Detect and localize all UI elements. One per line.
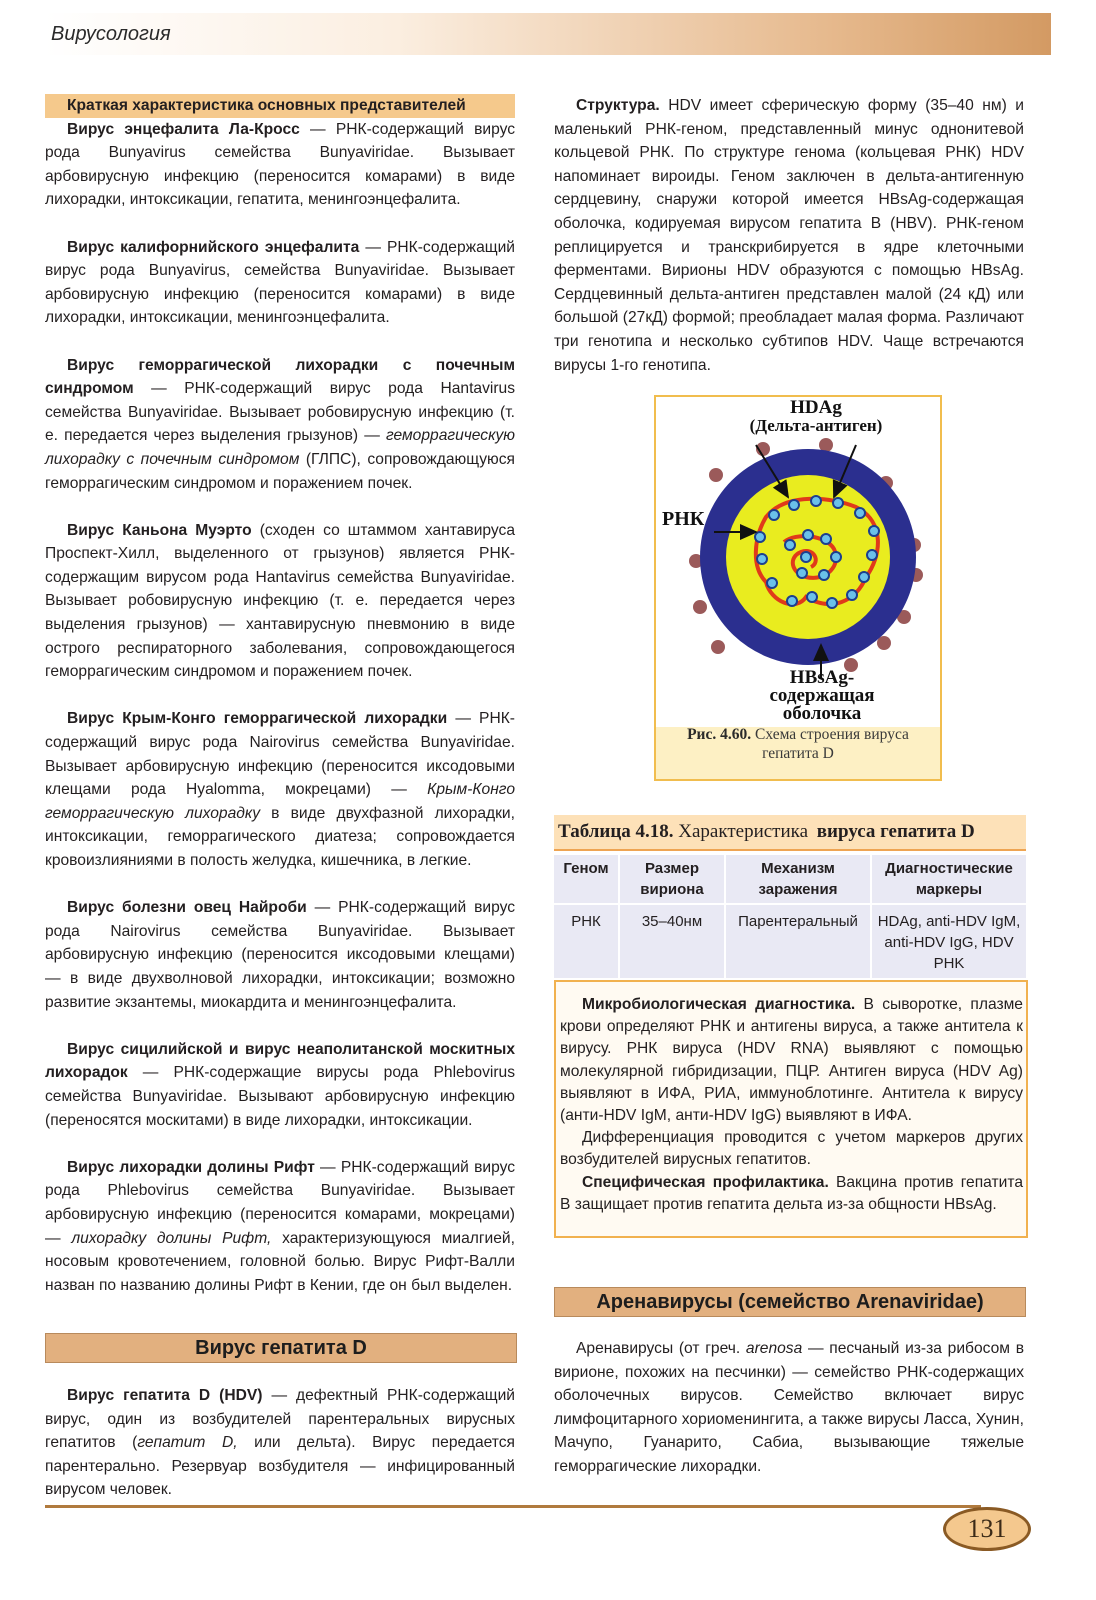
table-header-row [554, 855, 1026, 904]
footer-rule [45, 1505, 981, 1508]
section-caption: Краткая характеристика основных представителей [45, 94, 515, 118]
paragraph-text: В сыворотке, плазме крови определяют РНК и антигены вируса, а также антитела к вирусу. РНК вируса (HDV RNA) выявляют с помощью молекулярной гибридизации, ПЦР. Антиген вируса (HDV Ag) выявляют в ИФА, РИА, иммуноблотинге. Антитела к вирусу (анти-HDV IgM, анти-HDV IgG) выявляют в ИФА. [560, 996, 1023, 1125]
paragraph [45, 1038, 515, 1132]
italic-term: Крым-Конго геморрагическую лихорадку [45, 781, 515, 822]
structure-block [554, 94, 1024, 377]
paragraph-text: — РНК-содержащий вирус рода Nairovirus семейства Bunyaviridae. Вызывает арбовирусную инфекцию (переносится иксодовыми клещами) — в виде двухволновой лихорадки, интоксикации; возможно развитие экзантемы, миокардита и менингоэнцефалита. [45, 899, 515, 1011]
figure-caption [662, 725, 934, 763]
term: Вирус лихорадки долины Рифт [67, 1158, 315, 1176]
hdv-paragraph-block [45, 1384, 515, 1502]
hdv-table [554, 855, 1026, 978]
label-hbsag: HBsAg- [789, 667, 855, 688]
paragraph-text: — РНК-содержащий вирус рода Phlebovirus семейства Bunyaviridae. Вызывает арбовирусную инфекцию (переносится комарами, мокрецами) — [45, 1158, 515, 1247]
italic-term: arenosa [745, 1340, 803, 1357]
paragraph [560, 994, 1023, 1127]
table-cell: HDAg, anti-HDV IgM, anti-HDV IgG, HDV PHK [871, 904, 1026, 978]
label-delta-antigen: (Дельта-антиген) [749, 416, 883, 435]
table-title-bold: вируса гепатита D [816, 821, 975, 842]
table-header: Механизм заражения [725, 855, 871, 904]
term: Вирус гепатита D (HDV) [67, 1387, 263, 1404]
term: Вирус болезни овец Найроби [67, 899, 307, 917]
figure-number: Рис. 4.60. [687, 726, 752, 743]
table-title-text: Характеристика [673, 821, 813, 842]
term: Вирус Каньона Муэрто [67, 521, 252, 539]
table-header: Диагностические маркеры [885, 860, 1013, 898]
paragraph-text: (сходен со штаммом хантавируса Проспект-Хилл, выделенного от грызунов) является РНК-содержащим вирусом рода Hantavirus семейства Bunyaviridae. Вызывает робовирусную инфекцию (т. е. передается через выделения грызунов) — хантавирусную пневмонию в виде острого респираторного заболевания, сопровождающегося геморрагическим синдромом и поражением почек. [45, 521, 515, 681]
table-cell: Парентеральный [725, 904, 871, 978]
label-containing: содержащая [769, 685, 875, 706]
italic-term: гепатит D, [137, 1434, 238, 1452]
paragraph [45, 354, 515, 496]
running-header [45, 13, 1051, 55]
paragraph-text: — РНК-содержащий вирус рода Bunyavirus семейства Bunyaviridae. Вызывает арбовирусную инфекцию (переносится комарами) в виде лихорадки, интоксикации, гепатита, менингоэнцефалита. [45, 120, 515, 209]
paragraph-text: в виде двухфазной лихорадки, интоксикации, геморрагического диатеза; сопровождается кровоизлияниями в полость желудка, кишечника, в легкие. [45, 804, 515, 869]
term: Вирус энцефалита Ла-Кросс [67, 120, 300, 138]
paragraph-text: или дельта). Вирус передается парентерально. Резервуар возбудителя — инфицированный вирусом человек. [45, 1434, 515, 1499]
paragraph [554, 94, 1024, 377]
paragraph-text: — дефектный РНК-содержащий вирус, один из возбудителей парентеральных вирусных гепатитов ( [45, 1387, 515, 1452]
paragraph [45, 1156, 515, 1298]
paragraph [45, 1384, 515, 1502]
table-cell: РНК [554, 904, 619, 978]
label-hdag: HDAg [790, 397, 842, 418]
paragraph-text: — песчаный из-за рибосом в вирионе, похожих на песчинки) — семейство РНК-содержащих оболочечных вирусов. Семейство включает вирус лимфоцитарного хориоменингита, а также вирусы Ласса, Хунин, Мачупо, Гуанарито, Сабиа, вызывающие тяжелые геморрагические лихорадки. [554, 1340, 1024, 1475]
virus-structure-figure [654, 395, 942, 781]
section-title-arenaviruses: Аренавирусы (семейство Arenaviridae) [554, 1287, 1026, 1317]
virus-diagram [656, 397, 940, 727]
table-title [554, 815, 1026, 851]
table-cell: 35–40нм [619, 904, 725, 978]
page-number: 131 [943, 1507, 1031, 1551]
paragraph-text: — РНК-содержащий вирус рода Hantavirus семейства Bunyaviridae. Вызывает робовирусную инфекцию (т. е. передается через выделения грызунов) — [45, 380, 515, 445]
table-number: Таблица 4.18. [558, 821, 674, 842]
term: Специфическая профилактика. [582, 1173, 829, 1191]
left-column [45, 94, 515, 1297]
term: Структура. [576, 97, 660, 114]
paragraph-text: HDV имеет сферическую форму (35–40 нм) и маленький РНК-геном, представленный минус однонитевой кольцевой РНК. По структуре генома (кольцевая РНК) HDV напоминает вироиды. Геном заключен в дельта-антигенную сердцевину, снаружи которой имеется HBsAg-содержащая оболочка, кодируемая вирусом гепатита В (HBV). РНК-геном реплицируется и транскрибируется в ядре клеточными ферментами. Вирионы HDV образуются с помощью HBsAg. Сердцевинный дельта-антиген представлен малой (24 кД) или большой (27кД) формой; преобладает малая форма. Различают три генотипа и несколько субтипов HDV. Чаще встречаются вирусы 1-го генотипа. [554, 97, 1024, 374]
diagnostics-box [554, 980, 1028, 1238]
italic-term: лихорадку долины Рифт, [71, 1229, 272, 1247]
term: Вирус Крым-Конго геморрагической лихорадки [67, 710, 448, 728]
label-rnk: РНК [662, 508, 705, 530]
paragraph-text: Вакцина против гепатита В защищает против гепатита дельта из-за общности HBsAg. [560, 1173, 1023, 1213]
italic-term: геморрагическую лихорадку с почечным синдромом [45, 427, 515, 468]
table-row [554, 904, 1026, 978]
paragraph [45, 236, 515, 330]
paragraph-text: (ГЛПС), сопровождающуюся геморрагическим синдромом и поражением почек. [45, 450, 515, 492]
paragraph [560, 1172, 1023, 1216]
term: Вирус геморрагической лихорадки с почечным синдромом [45, 356, 515, 398]
paragraph-text: — РНК-содержащие вирусы рода Phlebovirus семейства Bunyaviridae. Вызывают арбовирусную инфекцию (переносятся москитами) в виде лихорадки, интоксикации. [45, 1064, 515, 1129]
paragraph-text: Аренавирусы (от греч. [576, 1340, 746, 1357]
paragraph [45, 118, 515, 212]
paragraph-text: — РНК-содержащий вирус рода Nairovirus семейства Bunyaviridae. Вызывает арбовирусную инфекцию (переносится иксодовыми клещами рода Hyalomma, мокрецами) — [45, 710, 515, 799]
table-header: Геном [554, 855, 619, 904]
header-title: Вирусология [51, 23, 171, 45]
term: Вирус калифорнийского энцефалита [67, 238, 360, 256]
section-title-hdv: Вирус гепатита D [45, 1333, 517, 1363]
term: Микробиологическая диагностика. [582, 996, 856, 1013]
paragraph [554, 1337, 1024, 1479]
figure-caption-text: Схема строения вируса гепатита D [751, 726, 909, 762]
paragraph [45, 896, 515, 1014]
arena-paragraph-block [554, 1337, 1024, 1479]
label-envelope: оболочка [782, 703, 862, 724]
term: Вирус сицилийской и вирус неаполитанской москитных лихорадок [45, 1040, 515, 1082]
paragraph-text: — РНК-содержащий вирус рода Bunyavirus, семейства Bunyaviridae. Вызывает арбовирусную инфекцию (переносится комарами) в виде лихорадки, интоксикации, менингоэнцефалита. [45, 238, 515, 327]
paragraph-text: характеризующуюся миалгией, носовым кровотечением, головной болью. Вирус Рифт-Валли назван по названию долины Рифт в Кении, где он был выделен. [45, 1229, 515, 1294]
paragraph: Дифференциация проводится с учетом маркеров других возбудителей вирусных гепатитов. [560, 1129, 1023, 1169]
table-header: Размер вириона [619, 855, 725, 904]
paragraph [45, 707, 515, 872]
paragraph [45, 519, 515, 684]
